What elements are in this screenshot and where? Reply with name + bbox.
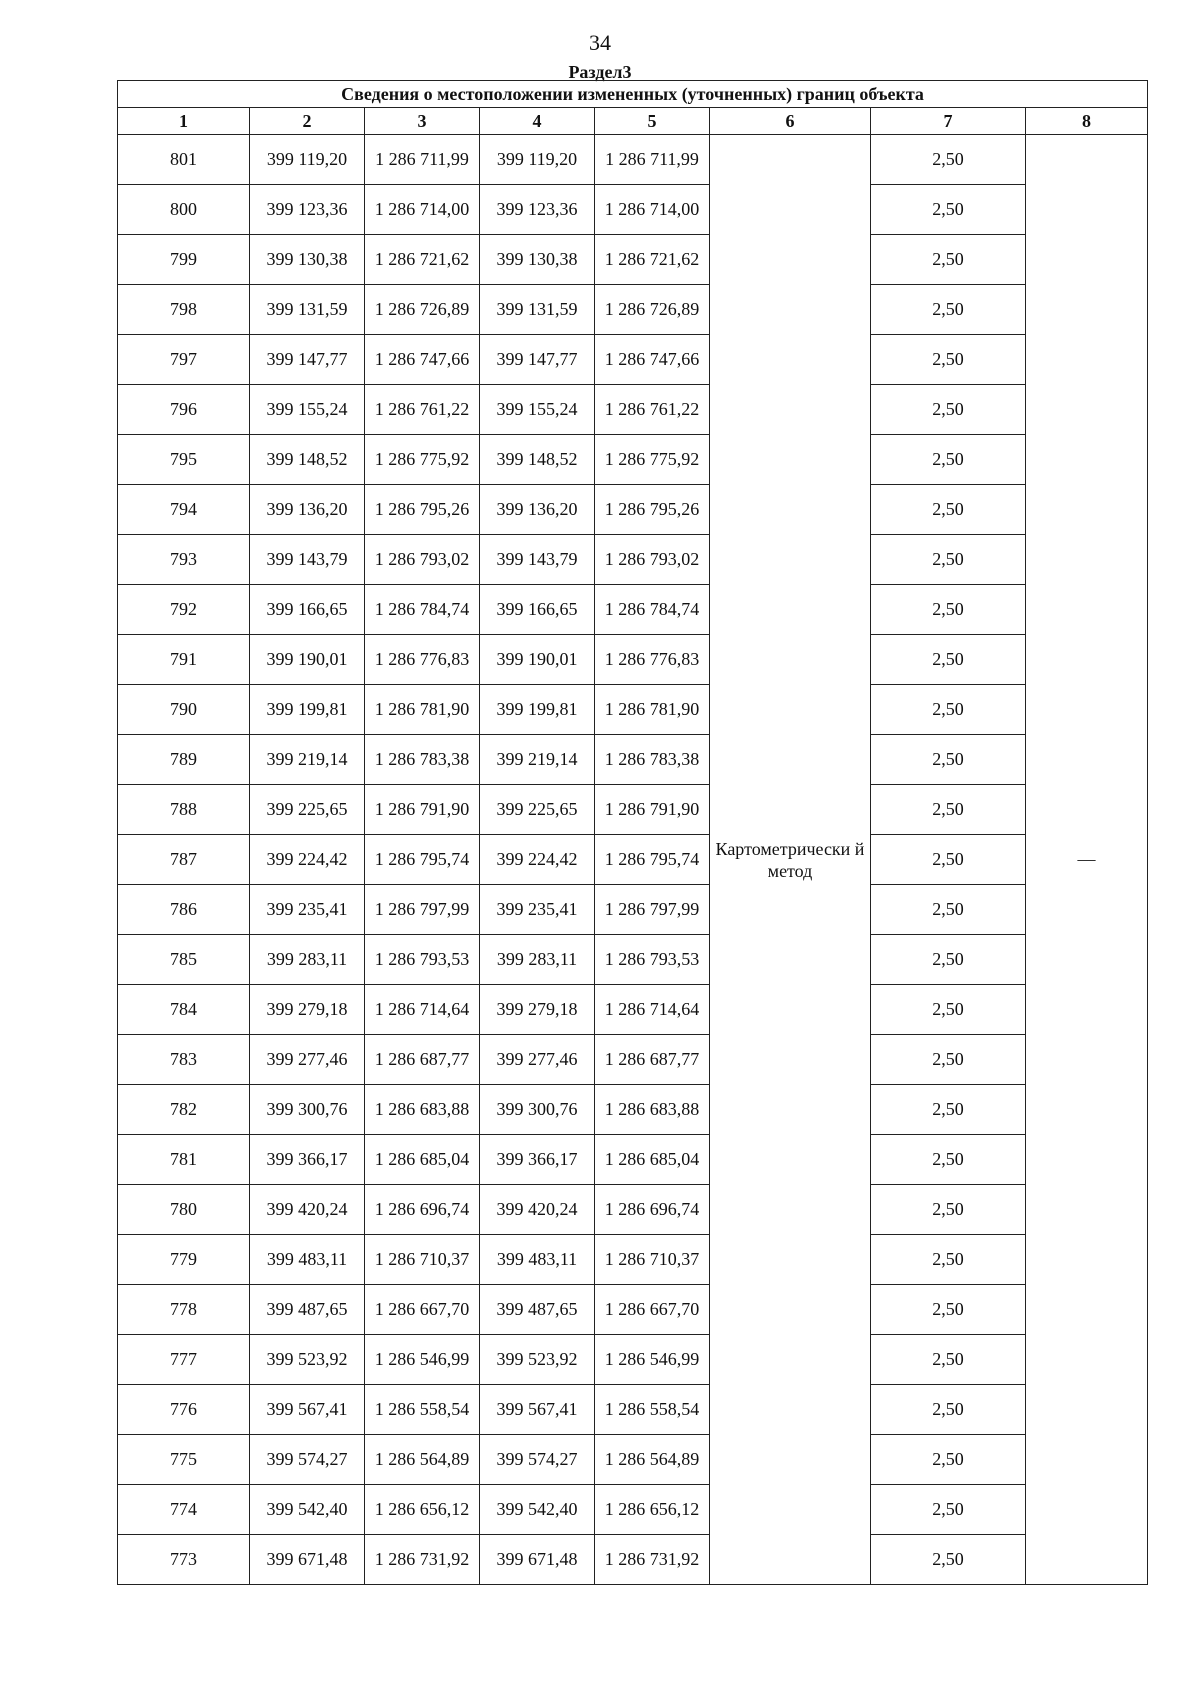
point-number-cell: 779 xyxy=(118,1235,250,1285)
point-number-cell: 782 xyxy=(118,1085,250,1135)
y-new-cell: 1 286 784,74 xyxy=(595,585,710,635)
accuracy-cell: 2,50 xyxy=(871,1385,1026,1435)
point-number-cell: 776 xyxy=(118,1385,250,1435)
accuracy-cell: 2,50 xyxy=(871,1435,1026,1485)
point-number-cell: 792 xyxy=(118,585,250,635)
y-old-cell: 1 286 795,26 xyxy=(365,485,480,535)
accuracy-cell: 2,50 xyxy=(871,1235,1026,1285)
y-new-cell: 1 286 793,53 xyxy=(595,935,710,985)
x-new-cell: 399 136,20 xyxy=(480,485,595,535)
x-new-cell: 399 166,65 xyxy=(480,585,595,635)
point-number-cell: 775 xyxy=(118,1435,250,1485)
accuracy-cell: 2,50 xyxy=(871,785,1026,835)
x-old-cell: 399 235,41 xyxy=(250,885,365,935)
accuracy-cell: 2,50 xyxy=(871,835,1026,885)
x-old-cell: 399 542,40 xyxy=(250,1485,365,1535)
y-new-cell: 1 286 797,99 xyxy=(595,885,710,935)
y-new-cell: 1 286 761,22 xyxy=(595,385,710,435)
point-number-cell: 786 xyxy=(118,885,250,935)
x-old-cell: 399 277,46 xyxy=(250,1035,365,1085)
accuracy-cell: 2,50 xyxy=(871,1135,1026,1185)
x-old-cell: 399 224,42 xyxy=(250,835,365,885)
point-number-cell: 795 xyxy=(118,435,250,485)
point-number-cell: 797 xyxy=(118,335,250,385)
accuracy-cell: 2,50 xyxy=(871,1285,1026,1335)
table-caption: Сведения о местоположении измененных (уточненных) границ объекта xyxy=(118,81,1148,108)
y-old-cell: 1 286 797,99 xyxy=(365,885,480,935)
y-new-cell: 1 286 683,88 xyxy=(595,1085,710,1135)
point-number-cell: 785 xyxy=(118,935,250,985)
x-old-cell: 399 148,52 xyxy=(250,435,365,485)
table-row xyxy=(118,285,1148,335)
y-old-cell: 1 286 656,12 xyxy=(365,1485,480,1535)
x-old-cell: 399 523,92 xyxy=(250,1335,365,1385)
y-old-cell: 1 286 711,99 xyxy=(365,135,480,185)
point-number-cell: 781 xyxy=(118,1135,250,1185)
y-old-cell: 1 286 546,99 xyxy=(365,1335,480,1385)
y-old-cell: 1 286 696,74 xyxy=(365,1185,480,1235)
y-old-cell: 1 286 564,89 xyxy=(365,1435,480,1485)
y-new-cell: 1 286 667,70 xyxy=(595,1285,710,1335)
x-new-cell: 399 190,01 xyxy=(480,635,595,685)
x-old-cell: 399 420,24 xyxy=(250,1185,365,1235)
column-number-header: 4 xyxy=(480,108,595,135)
x-old-cell: 399 366,17 xyxy=(250,1135,365,1185)
x-new-cell: 399 143,79 xyxy=(480,535,595,585)
column-number-header: 8 xyxy=(1026,108,1148,135)
accuracy-cell: 2,50 xyxy=(871,585,1026,635)
table-row xyxy=(118,785,1148,835)
table-row xyxy=(118,535,1148,585)
x-new-cell: 399 574,27 xyxy=(480,1435,595,1485)
x-old-cell: 399 123,36 xyxy=(250,185,365,235)
y-new-cell: 1 286 726,89 xyxy=(595,285,710,335)
accuracy-cell: 2,50 xyxy=(871,185,1026,235)
x-old-cell: 399 300,76 xyxy=(250,1085,365,1135)
accuracy-cell: 2,50 xyxy=(871,1085,1026,1135)
table-row xyxy=(118,885,1148,935)
point-number-cell: 800 xyxy=(118,185,250,235)
y-new-cell: 1 286 656,12 xyxy=(595,1485,710,1535)
table-row xyxy=(118,1385,1148,1435)
table-row xyxy=(118,135,1148,185)
accuracy-cell: 2,50 xyxy=(871,735,1026,785)
x-new-cell: 399 219,14 xyxy=(480,735,595,785)
accuracy-cell: 2,50 xyxy=(871,335,1026,385)
table-row xyxy=(118,685,1148,735)
x-old-cell: 399 283,11 xyxy=(250,935,365,985)
x-new-cell: 399 119,20 xyxy=(480,135,595,185)
x-old-cell: 399 166,65 xyxy=(250,585,365,635)
section-title: Раздел3 xyxy=(568,62,632,82)
y-new-cell: 1 286 795,26 xyxy=(595,485,710,535)
y-old-cell: 1 286 726,89 xyxy=(365,285,480,335)
column-number-header: 3 xyxy=(365,108,480,135)
point-number-cell: 798 xyxy=(118,285,250,335)
x-new-cell: 399 567,41 xyxy=(480,1385,595,1435)
x-new-cell: 399 130,38 xyxy=(480,235,595,285)
y-new-cell: 1 286 795,74 xyxy=(595,835,710,885)
table-row xyxy=(118,735,1148,785)
x-new-cell: 399 366,17 xyxy=(480,1135,595,1185)
point-number-cell: 774 xyxy=(118,1485,250,1535)
point-number-cell: 780 xyxy=(118,1185,250,1235)
point-number-cell: 773 xyxy=(118,1535,250,1585)
y-old-cell: 1 286 714,00 xyxy=(365,185,480,235)
accuracy-cell: 2,50 xyxy=(871,1035,1026,1085)
x-old-cell: 399 119,20 xyxy=(250,135,365,185)
x-new-cell: 399 420,24 xyxy=(480,1185,595,1235)
x-old-cell: 399 131,59 xyxy=(250,285,365,335)
point-number-cell: 794 xyxy=(118,485,250,535)
point-number-cell: 801 xyxy=(118,135,250,185)
coordinates-table xyxy=(117,80,1148,1585)
point-number-cell: 790 xyxy=(118,685,250,735)
x-new-cell: 399 123,36 xyxy=(480,185,595,235)
table-row xyxy=(118,1535,1148,1585)
y-new-cell: 1 286 710,37 xyxy=(595,1235,710,1285)
x-new-cell: 399 224,42 xyxy=(480,835,595,885)
accuracy-cell: 2,50 xyxy=(871,135,1026,185)
x-old-cell: 399 155,24 xyxy=(250,385,365,435)
x-old-cell: 399 567,41 xyxy=(250,1385,365,1435)
point-number-cell: 784 xyxy=(118,985,250,1035)
y-new-cell: 1 286 783,38 xyxy=(595,735,710,785)
column-number-header: 5 xyxy=(595,108,710,135)
x-new-cell: 399 283,11 xyxy=(480,935,595,985)
x-new-cell: 399 483,11 xyxy=(480,1235,595,1285)
x-new-cell: 399 279,18 xyxy=(480,985,595,1035)
table-row xyxy=(118,835,1148,885)
table-body xyxy=(118,135,1148,1585)
x-old-cell: 399 671,48 xyxy=(250,1535,365,1585)
table-row xyxy=(118,985,1148,1035)
table-row xyxy=(118,935,1148,985)
x-old-cell: 399 136,20 xyxy=(250,485,365,535)
y-old-cell: 1 286 791,90 xyxy=(365,785,480,835)
x-new-cell: 399 277,46 xyxy=(480,1035,595,1085)
point-number-cell: 789 xyxy=(118,735,250,785)
y-new-cell: 1 286 685,04 xyxy=(595,1135,710,1185)
x-new-cell: 399 671,48 xyxy=(480,1535,595,1585)
y-new-cell: 1 286 721,62 xyxy=(595,235,710,285)
y-old-cell: 1 286 793,02 xyxy=(365,535,480,585)
y-new-cell: 1 286 687,77 xyxy=(595,1035,710,1085)
table-row xyxy=(118,1285,1148,1335)
column-number-header: 7 xyxy=(871,108,1026,135)
y-old-cell: 1 286 710,37 xyxy=(365,1235,480,1285)
table-row xyxy=(118,485,1148,535)
accuracy-cell: 2,50 xyxy=(871,235,1026,285)
y-new-cell: 1 286 793,02 xyxy=(595,535,710,585)
table-row xyxy=(118,335,1148,385)
table-row xyxy=(118,585,1148,635)
x-old-cell: 399 147,77 xyxy=(250,335,365,385)
accuracy-cell: 2,50 xyxy=(871,1535,1026,1585)
y-old-cell: 1 286 687,77 xyxy=(365,1035,480,1085)
x-new-cell: 399 225,65 xyxy=(480,785,595,835)
y-old-cell: 1 286 781,90 xyxy=(365,685,480,735)
table-row xyxy=(118,435,1148,485)
table-row xyxy=(118,235,1148,285)
y-old-cell: 1 286 685,04 xyxy=(365,1135,480,1185)
y-old-cell: 1 286 558,54 xyxy=(365,1385,480,1435)
point-number-cell: 796 xyxy=(118,385,250,435)
x-old-cell: 399 130,38 xyxy=(250,235,365,285)
y-new-cell: 1 286 546,99 xyxy=(595,1335,710,1385)
accuracy-cell: 2,50 xyxy=(871,635,1026,685)
method-cell: Картометрически й метод xyxy=(710,135,871,1585)
y-new-cell: 1 286 731,92 xyxy=(595,1535,710,1585)
y-old-cell: 1 286 721,62 xyxy=(365,235,480,285)
accuracy-cell: 2,50 xyxy=(871,885,1026,935)
accuracy-cell: 2,50 xyxy=(871,435,1026,485)
y-old-cell: 1 286 784,74 xyxy=(365,585,480,635)
accuracy-cell: 2,50 xyxy=(871,485,1026,535)
x-old-cell: 399 279,18 xyxy=(250,985,365,1035)
x-new-cell: 399 155,24 xyxy=(480,385,595,435)
y-new-cell: 1 286 711,99 xyxy=(595,135,710,185)
table-row xyxy=(118,1235,1148,1285)
x-new-cell: 399 131,59 xyxy=(480,285,595,335)
column-number-header: 6 xyxy=(710,108,871,135)
x-new-cell: 399 542,40 xyxy=(480,1485,595,1535)
x-old-cell: 399 219,14 xyxy=(250,735,365,785)
point-number-cell: 791 xyxy=(118,635,250,685)
y-new-cell: 1 286 791,90 xyxy=(595,785,710,835)
y-old-cell: 1 286 683,88 xyxy=(365,1085,480,1135)
table-row xyxy=(118,1185,1148,1235)
y-old-cell: 1 286 667,70 xyxy=(365,1285,480,1335)
y-old-cell: 1 286 731,92 xyxy=(365,1535,480,1585)
accuracy-cell: 2,50 xyxy=(871,1185,1026,1235)
y-old-cell: 1 286 714,64 xyxy=(365,985,480,1035)
x-new-cell: 399 199,81 xyxy=(480,685,595,735)
accuracy-cell: 2,50 xyxy=(871,935,1026,985)
table-row xyxy=(118,1335,1148,1385)
y-new-cell: 1 286 696,74 xyxy=(595,1185,710,1235)
table-row xyxy=(118,1035,1148,1085)
x-new-cell: 399 147,77 xyxy=(480,335,595,385)
x-new-cell: 399 300,76 xyxy=(480,1085,595,1135)
point-number-cell: 793 xyxy=(118,535,250,585)
y-old-cell: 1 286 793,53 xyxy=(365,935,480,985)
x-old-cell: 399 199,81 xyxy=(250,685,365,735)
y-new-cell: 1 286 776,83 xyxy=(595,635,710,685)
point-number-cell: 777 xyxy=(118,1335,250,1385)
table-row xyxy=(118,1485,1148,1535)
column-number-row xyxy=(118,108,1148,135)
accuracy-cell: 2,50 xyxy=(871,1485,1026,1535)
y-old-cell: 1 286 775,92 xyxy=(365,435,480,485)
y-new-cell: 1 286 747,66 xyxy=(595,335,710,385)
column-number-header: 1 xyxy=(118,108,250,135)
table-row xyxy=(118,1435,1148,1485)
point-number-cell: 787 xyxy=(118,835,250,885)
point-number-cell: 778 xyxy=(118,1285,250,1335)
y-old-cell: 1 286 776,83 xyxy=(365,635,480,685)
accuracy-cell: 2,50 xyxy=(871,285,1026,335)
y-old-cell: 1 286 783,38 xyxy=(365,735,480,785)
table-row xyxy=(118,385,1148,435)
y-new-cell: 1 286 714,00 xyxy=(595,185,710,235)
table-row xyxy=(118,635,1148,685)
point-number-cell: 788 xyxy=(118,785,250,835)
column-8-cell: — xyxy=(1026,135,1148,1585)
x-old-cell: 399 225,65 xyxy=(250,785,365,835)
x-new-cell: 399 235,41 xyxy=(480,885,595,935)
table-row xyxy=(118,185,1148,235)
y-new-cell: 1 286 564,89 xyxy=(595,1435,710,1485)
y-new-cell: 1 286 781,90 xyxy=(595,685,710,735)
page-number: 34 xyxy=(589,30,611,55)
y-old-cell: 1 286 747,66 xyxy=(365,335,480,385)
x-new-cell: 399 487,65 xyxy=(480,1285,595,1335)
y-old-cell: 1 286 761,22 xyxy=(365,385,480,435)
accuracy-cell: 2,50 xyxy=(871,385,1026,435)
accuracy-cell: 2,50 xyxy=(871,535,1026,585)
accuracy-cell: 2,50 xyxy=(871,1335,1026,1385)
accuracy-cell: 2,50 xyxy=(871,985,1026,1035)
column-number-header: 2 xyxy=(250,108,365,135)
y-old-cell: 1 286 795,74 xyxy=(365,835,480,885)
x-old-cell: 399 190,01 xyxy=(250,635,365,685)
point-number-cell: 799 xyxy=(118,235,250,285)
accuracy-cell: 2,50 xyxy=(871,685,1026,735)
x-old-cell: 399 574,27 xyxy=(250,1435,365,1485)
x-old-cell: 399 483,11 xyxy=(250,1235,365,1285)
y-new-cell: 1 286 775,92 xyxy=(595,435,710,485)
y-new-cell: 1 286 558,54 xyxy=(595,1385,710,1435)
x-old-cell: 399 487,65 xyxy=(250,1285,365,1335)
table-row xyxy=(118,1135,1148,1185)
point-number-cell: 783 xyxy=(118,1035,250,1085)
x-old-cell: 399 143,79 xyxy=(250,535,365,585)
x-new-cell: 399 523,92 xyxy=(480,1335,595,1385)
table-row xyxy=(118,1085,1148,1135)
y-new-cell: 1 286 714,64 xyxy=(595,985,710,1035)
x-new-cell: 399 148,52 xyxy=(480,435,595,485)
